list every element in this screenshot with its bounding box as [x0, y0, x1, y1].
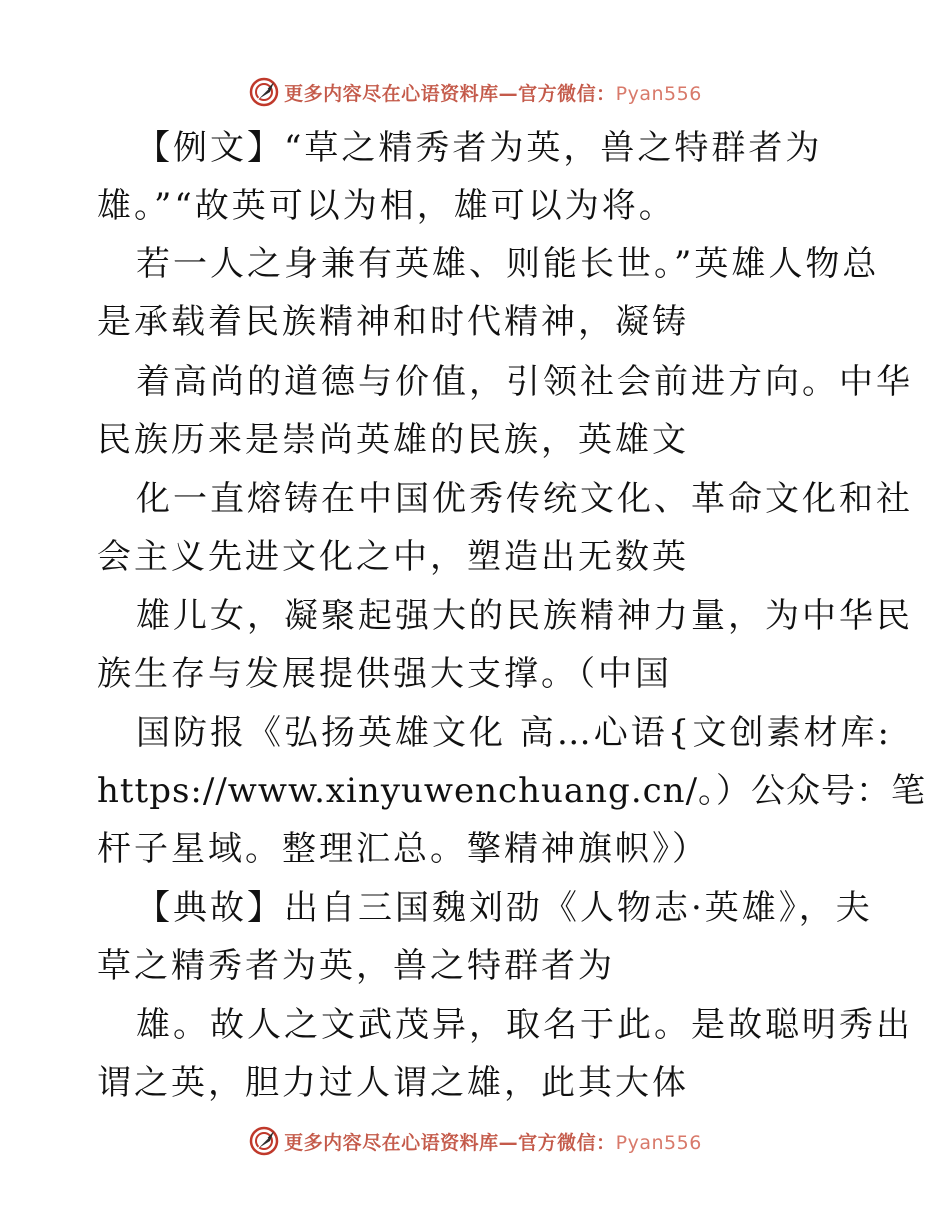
body-line: 是承载着民族精神和时代精神，凝铸	[97, 302, 689, 342]
body-line: 谓之英，胆力过人谓之雄，此其大体	[97, 1063, 689, 1103]
body-line: 草之精秀者为英，兽之特群者为	[97, 946, 615, 986]
quill-logo-icon	[248, 76, 280, 108]
body-line: 会主义先进文化之中，塑造出无数英	[97, 537, 689, 577]
body-line: 国防报《弘扬英雄文化 高…心语{文创素材库:	[136, 713, 892, 753]
header-banner	[0, 72, 950, 112]
footer-banner-text: 更多内容尽在心语资料库—官方微信：	[284, 1131, 616, 1154]
body-line: 若一人之身兼有英雄、则能长世。”英雄人物总	[136, 244, 880, 284]
body-line: 化一直熔铸在中国优秀传统文化、革命文化和社	[136, 479, 913, 519]
header-banner-handle: Pyan556	[615, 82, 702, 105]
body-line: 杆子星域。整理汇总。擎精神旗帜》）	[97, 829, 709, 869]
body-line: https://www.xinyuwenchuang.cn/。）公众号：笔	[97, 771, 927, 811]
body-line: 族生存与发展提供强大支撑。（中国	[97, 654, 672, 694]
body-line: 雄。”“故英可以为相，雄可以为将。	[97, 186, 676, 226]
body-line: 【例文】“草之精秀者为英，兽之特群者为	[136, 128, 823, 168]
footer-banner	[0, 1121, 950, 1161]
header-banner-text: 更多内容尽在心语资料库—官方微信：	[284, 82, 616, 105]
body-line: 雄。故人之文武茂异，取名于此。是故聪明秀出	[136, 1005, 913, 1045]
quill-logo-icon	[248, 1125, 280, 1157]
body-line: 雄儿女，凝聚起强大的民族精神力量，为中华民	[136, 596, 913, 636]
body-line: 民族历来是崇尚英雄的民族，英雄文	[97, 420, 689, 460]
body-line: 着高尚的道德与价值，引领社会前进方向。中华	[136, 362, 913, 402]
body-line: 【典故】出自三国魏刘劭《人物志·英雄》，夫	[136, 888, 873, 928]
footer-banner-handle: Pyan556	[615, 1131, 702, 1154]
